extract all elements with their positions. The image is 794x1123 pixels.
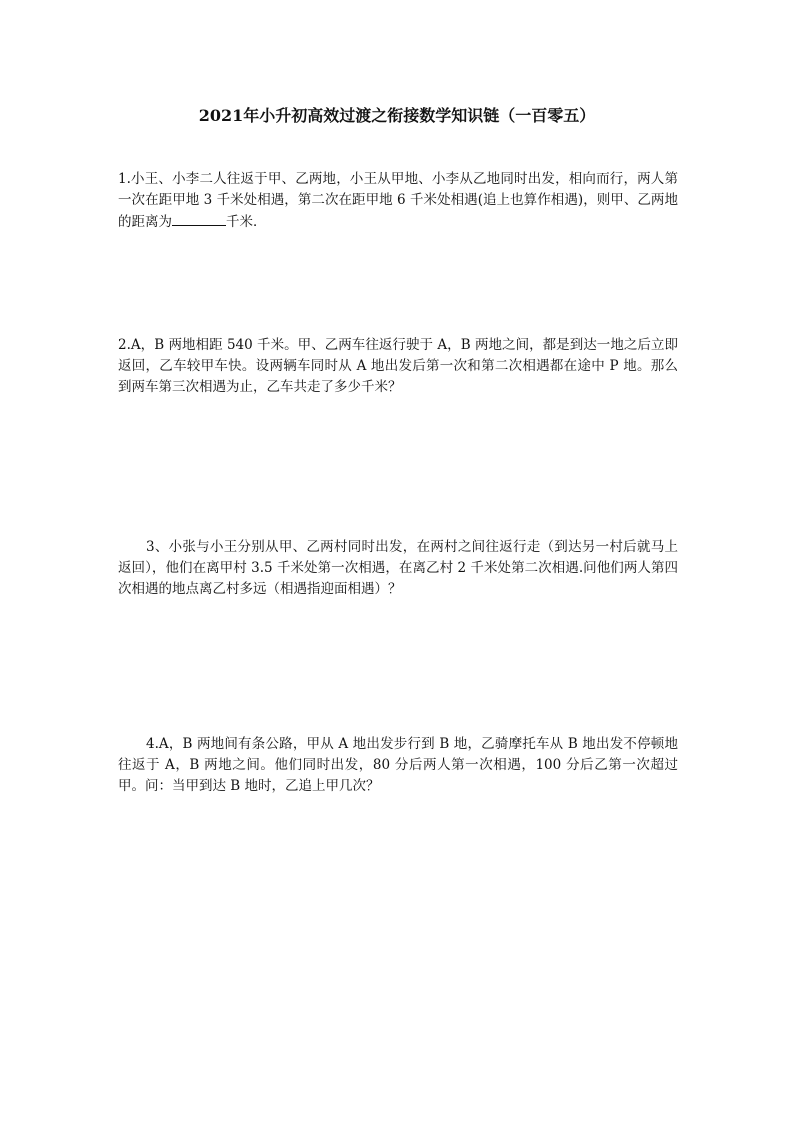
answer-blank: [172, 211, 226, 226]
question-1: [118, 169, 678, 233]
question-4: 4.A，B 两地间有条公路，甲从 A 地出发步行到 B 地，乙骑摩托车从 B 地出发不停顿地往返于 A，B 两地之间。他们同时出发，80 分后两人第一次相遇，100 分后乙第一次超过甲。问：当甲到达 B 地时，乙追上甲几次？: [118, 736, 678, 794]
question-2: 2.A，B 两地相距 540 千米。甲、乙两车往返行驶于 A，B 两地之间，都是到达一地之后立即返回，乙车较甲车快。设两辆车同时从 A 地出发后第一次和第二次相遇都在途中 P 地。那么到两车第三次相遇为止，乙车共走了多少千米？: [118, 337, 678, 395]
question-3: 3、小张与小王分别从甲、乙两村同时出发，在两村之间往返行走（到达另一村后就马上返回），他们在离甲村 3.5 千米处第一次相遇，在离乙村 2 千米处第二次相遇.问他们两人第四次相遇的地点离乙村多远（相遇指迎面相遇）？: [118, 539, 678, 597]
document-title: 2021年小升初高效过渡之衔接数学知识链（一百零五）: [198, 106, 596, 125]
question-1-text: 1.小王、小李二人往返于甲、乙两地，小王从甲地、小李从乙地同时出发，相向而行，两人第一次在距甲地 3 千米处相遇，第二次在距甲地 6 千米处相遇(追上也算作相遇)，则甲、乙两地的距离为: [118, 171, 678, 230]
question-1-unit: 千米．: [226, 214, 267, 230]
